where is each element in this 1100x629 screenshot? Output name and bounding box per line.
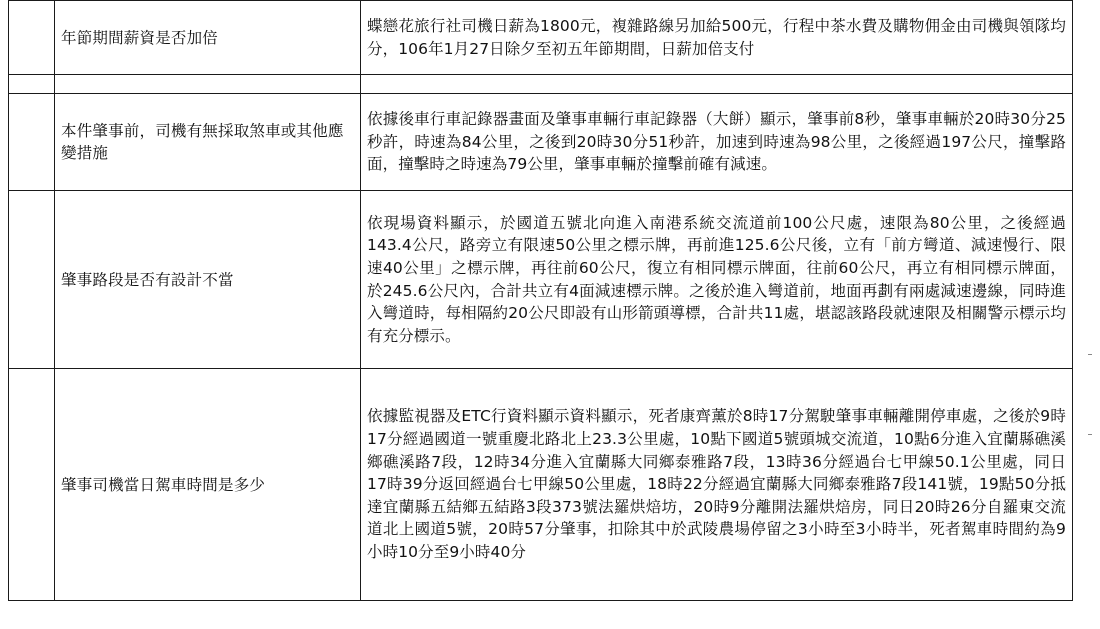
document-table [8, 0, 1073, 601]
question-cell [55, 191, 361, 369]
answer-text: 依據監視器及ETC行資料顯示資料顯示，死者康齊薰於8時17分駕駛肇事車輛離開停車處，之後於9時17分經過國道一號重慶北路北上23.3公里處，10點下國道5號頭城交流道，10點6分進入宜蘭縣礁溪鄉礁溪路7段，12時34分進入宜蘭縣大同鄉泰雅路7段，13時36分經過台七甲線50.1公里處，同日17時39分返回經過台七甲線50公里處，18時22分經過宜蘭縣大同鄉泰雅路7段141號，19點50分抵達宜蘭縣五結鄉五結路3段373號法羅烘焙坊，20時9分離開法羅烘焙房，同日20時26分自羅東交流道北上國道5號，20時57分肇事，扣除其中於武陵農場停留之3小時至3小時半，死者駕車時間約為9小時10分至9小時40分 [367, 407, 1066, 561]
question-text: 本件肇事前，司機有無採取煞車或其他應變措施 [61, 122, 344, 162]
answer-cell [361, 369, 1073, 601]
blank-cell [9, 75, 55, 94]
table-row [9, 1, 1073, 75]
answer-text: 蝶戀花旅行社司機日薪為1800元，複雜路線另加給500元，行程中茶水費及購物佣金由司機與領隊均分，106年1月27日除夕至初五年節期間，日薪加倍支付 [367, 16, 1066, 58]
blank-cell [9, 369, 55, 601]
blank-cell [55, 75, 361, 94]
blank-cell [9, 94, 55, 191]
question-text: 肇事路段是否有設計不當 [61, 270, 234, 289]
table-row [9, 369, 1073, 601]
table-row [9, 94, 1073, 191]
answer-text: 依據後車行車記錄器畫面及肇事車輛行車記錄器（大餅）顯示，肇事前8秒，肇事車輛於20時30分25秒許，時速為84公里，之後到20時30分51秒許，加速到時速為98公里，之後經過197公尺，撞擊路面，撞擊時之時速為79公里，肇事車輛於撞擊前確有減速。 [367, 110, 1066, 174]
question-cell [55, 94, 361, 191]
blank-cell [9, 191, 55, 369]
blank-cell [9, 1, 55, 75]
scan-margin-mark [1088, 354, 1092, 355]
question-cell [55, 1, 361, 75]
answer-cell [361, 1, 1073, 75]
table-row [9, 191, 1073, 369]
question-text: 肇事司機當日駕車時間是多少 [61, 475, 266, 494]
scan-margin-mark [1088, 434, 1092, 435]
answer-cell [361, 94, 1073, 191]
question-text: 年節期間薪資是否加倍 [61, 28, 219, 47]
table-row-empty [9, 75, 1073, 94]
question-cell [55, 369, 361, 601]
answer-text: 依現場資料顯示，於國道五號北向進入南港系統交流道前100公尺處，速限為80公里，之後經過143.4公尺，路旁立有限速50公里之標示牌，再前進125.6公尺後，立有「前方彎道、減速慢行、限速40公里」之標示牌，再往前60公尺，復立有相同標示牌面，往前60公尺，再立有相同標示牌面，於245.6公尺內，合計共立有4面減速標示牌。之後於進入彎道前，地面再劃有兩處減速邊線，同時進入彎道時，每相隔約20公尺即設有山形箭頭導標，合計共11處，堪認該路段就速限及相關警示標示均有充分標示。 [367, 213, 1066, 345]
blank-cell [361, 75, 1073, 94]
answer-cell [361, 191, 1073, 369]
